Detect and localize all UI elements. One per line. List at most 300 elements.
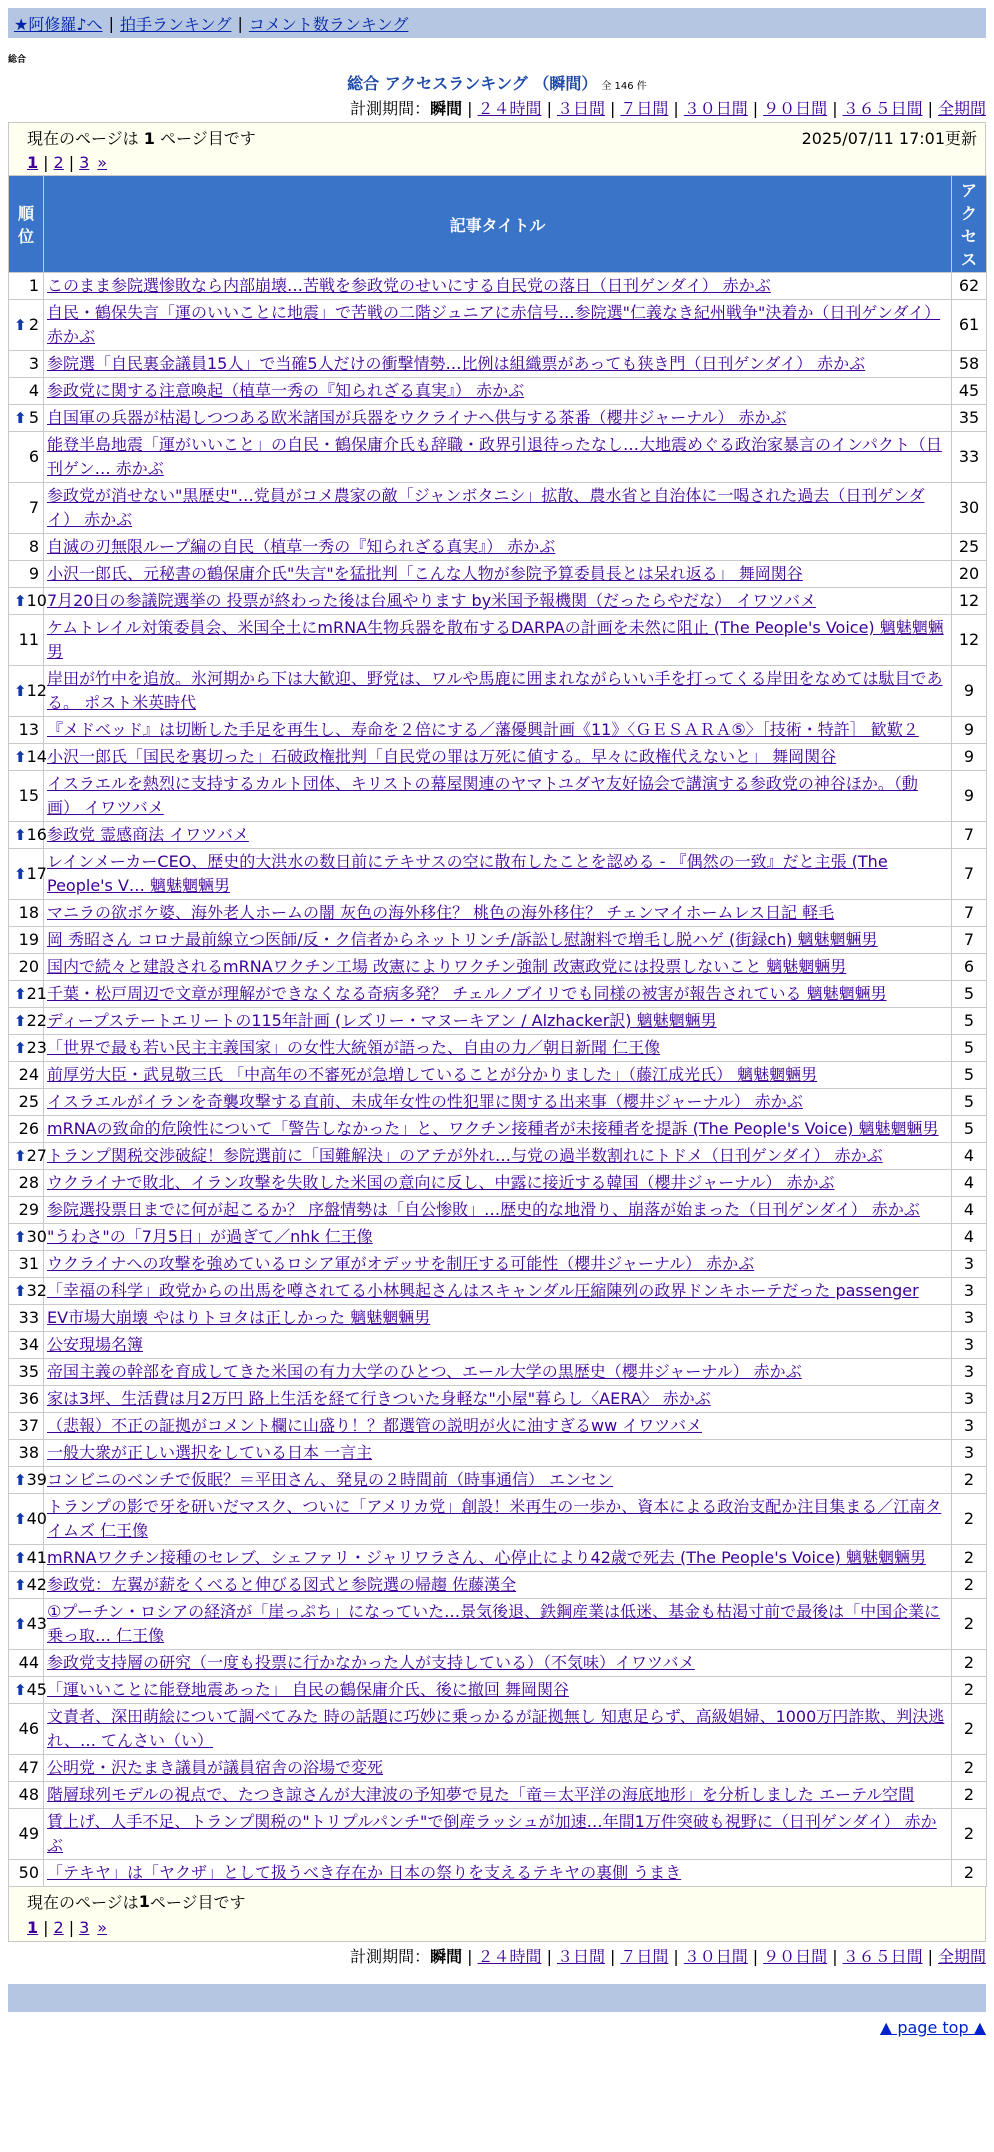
title-cell [44, 1860, 952, 1887]
rank-cell [9, 900, 44, 927]
article-title-link[interactable]: イスラエルを熱烈に支持するカルト団体、キリストの幕屋関連のヤマトユダヤ友好協会で講演する参政党の神谷ほか。（動画） イワツバメ [47, 774, 918, 817]
title-cell [44, 1809, 952, 1860]
table-row [9, 1677, 987, 1704]
table-row [9, 1035, 987, 1062]
access-count: 5 [952, 1008, 987, 1035]
table-row [9, 954, 987, 981]
access-count: 2 [952, 1809, 987, 1860]
rank-cell [9, 1809, 44, 1860]
rank-number: 46 [18, 1719, 39, 1738]
article-title-link[interactable]: （悲報）不正の証拠がコメント欄に山盛り！？都選管の説明が火に油すぎるww イワツバメ [47, 1416, 702, 1435]
table-row [9, 1809, 987, 1860]
access-count: 3 [952, 1251, 987, 1278]
access-count: 5 [952, 981, 987, 1008]
table-row [9, 666, 987, 717]
rank-number: 15 [18, 786, 39, 805]
col-access-header: アクセス [952, 176, 987, 273]
rank-cell [9, 300, 44, 351]
period-selector-bottom [8, 1946, 986, 1968]
article-title-link[interactable]: 「世界で最も若い民主主義国家」の女性大統領が語った、自由の力／朝日新聞 仁王像 [47, 1038, 661, 1057]
table-row [9, 1359, 987, 1386]
period-label: 計測期間： [350, 1947, 431, 1966]
rank-cell [9, 1251, 44, 1278]
period-link[interactable]: ７日間 [620, 1947, 669, 1966]
article-title-link[interactable]: 一般大衆が正しい選択をしている日本 一言主 [47, 1443, 373, 1462]
rank-number: 39 [26, 1470, 47, 1489]
rank-cell [9, 561, 44, 588]
table-row [9, 405, 987, 432]
article-title-link[interactable]: 参院選「自民裏金議員15人」で当確5人だけの衝撃情勢…比例は組織票があっても狭き門（日刊ゲンダイ） 赤かぶ [47, 354, 866, 373]
period-link[interactable]: ９０日間 [763, 99, 828, 118]
up-arrow-icon: ⬆ [14, 1228, 27, 1246]
table-row [9, 1170, 987, 1197]
period-link[interactable]: ３０日間 [683, 1947, 748, 1966]
next-page-link[interactable]: » [97, 1917, 108, 1937]
table-row [9, 717, 987, 744]
up-arrow-icon: ⬆ [14, 1681, 27, 1699]
rank-cell [9, 1170, 44, 1197]
title-cell [44, 1572, 952, 1599]
rank-number: 29 [18, 1200, 39, 1219]
table-row [9, 1116, 987, 1143]
up-arrow-icon: ⬆ [14, 409, 27, 427]
rank-cell [9, 954, 44, 981]
rank-number: 2 [28, 315, 39, 334]
title-cell [44, 954, 952, 981]
table-row [9, 1143, 987, 1170]
access-count: 4 [952, 1197, 987, 1224]
table-row [9, 1278, 987, 1305]
table-row [9, 432, 987, 483]
article-title-link[interactable]: 家は3坪、生活費は月2万円 路上生活を経て行きついた身軽な"小屋"暮らし〈AERA〉 赤かぶ [47, 1389, 711, 1408]
article-title-link[interactable]: ウクライナへの攻撃を強めているロシア軍がオデッサを制圧する可能性（櫻井ジャーナル） 赤かぶ [47, 1254, 755, 1273]
title-cell [44, 849, 952, 900]
access-count: 20 [952, 561, 987, 588]
title-cell [44, 1599, 952, 1650]
table-row [9, 1008, 987, 1035]
table-row [9, 1413, 987, 1440]
page-link[interactable]: 3 [79, 1917, 90, 1937]
rank-number: 33 [18, 1308, 39, 1327]
article-title-link[interactable]: 『メドベッド』は切断した手足を再生し、寿命を２倍にする／藩優興計画《11》〈ＧＥＳＡＲＡ⑤〉［技術・特許］ 歓歎２ [47, 720, 919, 739]
title-cell [44, 1494, 952, 1545]
article-title-link[interactable]: 参政党：左翼が薪をくべると伸びる図式と参院選の帰趨 佐藤漢全 [47, 1575, 517, 1594]
table-row [9, 1224, 987, 1251]
article-title-link[interactable]: 参政党が消せない"黒歴史"…党員がコメ農家の敵「ジャンボタニシ」拡散、農水省と自治体に一喝された過去（日刊ゲンダイ） 赤かぶ [47, 486, 925, 529]
title-cell [44, 1359, 952, 1386]
article-title-link[interactable]: 岸田が竹中を追放。氷河期から下は大歓迎、野党は、ワルや馬鹿に囲まれながらいい手を打ってくる岸田をなめては駄目である。 ポスト米英時代 [47, 669, 943, 712]
title-cell [44, 483, 952, 534]
rank-cell [9, 1704, 44, 1755]
period-link[interactable]: ３６５日間 [842, 99, 923, 118]
article-title-link[interactable]: 公安現場名簿 [47, 1335, 144, 1354]
article-title-link[interactable]: 小沢一郎氏、元秘書の鶴保庸介氏"失言"を猛批判「こんな人物が参院予算委員長とは呆れ返る」 舞岡関谷 [47, 564, 803, 583]
title-cell [44, 981, 952, 1008]
pager-top [8, 122, 986, 175]
article-title-link[interactable]: EV市場大崩壊 やはりトヨタは正しかった 魑魅魍魎男 [47, 1308, 431, 1327]
rank-cell [9, 1332, 44, 1359]
table-row [9, 1545, 987, 1572]
period-separator: | [609, 99, 616, 118]
pager-links-bottom [27, 1913, 977, 1941]
article-title-link[interactable]: 参院選投票日までに何が起こるか？ 序盤情勢は「自公惨敗」…歴史的な地滑り、崩落が始まった（日刊ゲンダイ） 赤かぶ [47, 1200, 920, 1219]
current-page-number: 1 [143, 128, 155, 148]
article-title-link[interactable]: 国内で続々と建設されるmRNAワクチン工場 改憲によりワクチン強制 改憲政党には投票しないこと 魑魅魍魎男 [47, 957, 847, 976]
period-link[interactable]: ３日間 [556, 1947, 605, 1966]
article-title-link[interactable]: ディープステートエリートの115年計画 (レズリー・マヌーキアン / Alzhacker訳) 魑魅魍魎男 [47, 1011, 717, 1030]
access-count: 3 [952, 1278, 987, 1305]
page-link[interactable]: 2 [53, 152, 64, 172]
rank-number: 20 [18, 957, 39, 976]
article-title-link[interactable]: トランプの影で牙を研いだマスク、ついに「アメリカ党」創設！米再生の一歩か、資本による政治支配か注目集まる／江南タイムズ 仁王像 [47, 1497, 942, 1540]
rank-number: 26 [18, 1119, 39, 1138]
page-link[interactable]: 3 [79, 152, 90, 172]
period-link[interactable]: ３日間 [556, 99, 605, 118]
article-title-link[interactable]: ①プーチン・ロシアの経済が「崖っぷち」になっていた…景気後退、鉄鋼産業は低迷、基金も枯渇寸前で最後は「中国企業に乗っ取… 仁王像 [47, 1602, 941, 1645]
article-title-link[interactable]: "うわさ"の「7月5日」が過ぎて／nhk 仁王像 [47, 1227, 373, 1246]
access-count: 2 [952, 1572, 987, 1599]
access-count: 7 [952, 900, 987, 927]
article-title-link[interactable]: トランプ関税交渉破綻！参院選前に「国難解決」のアテが外れ…与党の過半数割れにトドメ（日刊ゲンダイ） 赤かぶ [47, 1146, 883, 1165]
rank-cell [9, 1116, 44, 1143]
period-link[interactable]: 全期間 [937, 99, 986, 118]
up-arrow-icon: ⬆ [14, 1039, 27, 1057]
table-row [9, 1440, 987, 1467]
nav-separator: | [108, 13, 114, 33]
article-title-link[interactable]: 参政党 霊感商法 イワツバメ [47, 825, 249, 844]
access-count: 3 [952, 1359, 987, 1386]
rank-number: 4 [28, 381, 39, 400]
article-title-link[interactable]: 「テキヤ」は「ヤクザ」として扱うべき存在か 日本の祭りを支えるテキヤの裏側 うまき [47, 1863, 682, 1882]
up-arrow-icon: ⬆ [14, 1549, 27, 1567]
article-title-link[interactable]: 自国軍の兵器が枯渇しつつある欧米諸国が兵器をウクライナへ供与する茶番（櫻井ジャーナル） 赤かぶ [47, 408, 787, 427]
rank-cell [9, 588, 47, 615]
access-count: 7 [952, 927, 987, 954]
article-title-link[interactable]: 賃上げ、人手不足、トランプ関税の"トリプルパンチ"で倒産ラッシュが加速…年間1万件突破も視野に（日刊ゲンダイ） 赤かぶ [47, 1812, 937, 1855]
article-title-link[interactable]: 参政党に関する注意喚起（植草一秀の『知られざる真実』） 赤かぶ [47, 381, 525, 400]
access-count: 30 [952, 483, 987, 534]
page-top-container [8, 2018, 986, 2037]
rank-cell [9, 1386, 44, 1413]
title-cell [44, 744, 952, 771]
period-current: 瞬間 [430, 1947, 463, 1966]
access-count: 9 [952, 771, 987, 822]
table-row [9, 1062, 987, 1089]
access-count: 2 [952, 1650, 987, 1677]
up-arrow-icon: ⬆ [14, 985, 27, 1003]
article-title-link[interactable]: ウクライナで敗北、イラン攻撃を失敗した米国の意向に反し、中露に接近する韓国（櫻井ジャーナル） 赤かぶ [47, 1173, 835, 1192]
title-cell [44, 1677, 952, 1704]
rank-number: 17 [26, 864, 47, 883]
access-count: 4 [952, 1170, 987, 1197]
rank-cell [9, 1278, 47, 1305]
article-title-link[interactable]: コンビニのベンチで仮眠？＝平田さん、発見の２時間前（時事通信） エンセン [47, 1470, 614, 1489]
access-count: 2 [952, 1677, 987, 1704]
section-label: 総合 [8, 55, 27, 65]
article-title-link[interactable]: 参政党支持層の研究（一度も投票に行かなかった人が支持している）（不気味）イワツバメ [47, 1653, 695, 1672]
title-cell [44, 534, 952, 561]
article-title-link[interactable]: マニラの欲ボケ婆、海外老人ホームの闇 灰色の海外移住？ 桃色の海外移住？ チェンマイホームレス日記 軽毛 [47, 903, 835, 922]
rank-cell [9, 1572, 47, 1599]
rank-number: 48 [18, 1785, 39, 1804]
period-separator: | [467, 99, 473, 118]
rank-number: 19 [18, 930, 39, 949]
period-link[interactable]: ３６５日間 [842, 1947, 923, 1966]
period-selector-top [8, 98, 986, 120]
article-title-link[interactable]: イスラエルがイランを奇襲攻撃する直前、未成年女性の性犯罪に関する出来事（櫻井ジャーナル） 赤かぶ [47, 1092, 803, 1111]
page-link-current[interactable]: 1 [27, 1917, 39, 1937]
period-link[interactable]: ９０日間 [763, 1947, 828, 1966]
period-link[interactable]: ７日間 [620, 99, 669, 118]
period-link[interactable]: 全期間 [937, 1947, 986, 1966]
table-row [9, 273, 987, 300]
rank-cell [9, 1677, 47, 1704]
access-count: 2 [952, 1755, 987, 1782]
rank-cell [9, 1062, 44, 1089]
article-title-link[interactable]: 階層球列モデルの視点で、たつき諒さんが大津波の予知夢で見た「竜＝太平洋の海底地形」を分析しました エーテル空間 [47, 1785, 915, 1804]
home-link[interactable]: ★阿修羅♪へ [14, 14, 103, 34]
article-title-link[interactable]: 岡 秀昭さん コロナ最前線立つ医師/反・ク信者からネットリンチ/訴訟し慰謝料で増毛し脱ハゲ (街録ch) 魑魅魍魎男 [47, 930, 878, 949]
title-cell [44, 1782, 952, 1809]
table-row [9, 1467, 987, 1494]
rank-cell [9, 1197, 44, 1224]
page-top-link[interactable]: ▲ page top ▲ [879, 2018, 986, 2037]
access-count: 58 [952, 351, 987, 378]
period-separator: | [467, 1947, 473, 1966]
title-cell [44, 1143, 952, 1170]
rank-cell [9, 378, 44, 405]
article-title-link[interactable]: 文責者、深田萌絵について調べてみた 時の話題に巧妙に乗っかるが証拠無し 知恵足らず、高級娼婦、1000万円詐欺、判決逃れ、… てんさい（い） [47, 1707, 945, 1750]
current-page-text-bottom: 現在のページは 1 ページ目です [27, 1891, 246, 1912]
rank-number: 41 [26, 1548, 47, 1567]
pager-separator: | [43, 1917, 49, 1937]
rank-number: 27 [26, 1146, 47, 1165]
rank-cell [9, 744, 47, 771]
rank-number: 18 [18, 903, 39, 922]
page-link[interactable]: 2 [53, 1917, 64, 1937]
rank-number: 24 [18, 1065, 39, 1084]
title-cell [44, 1704, 952, 1755]
access-count: 4 [952, 1224, 987, 1251]
ranking-table [8, 175, 987, 1887]
access-count: 2 [952, 1545, 987, 1572]
title-cell [44, 1650, 952, 1677]
rank-number: 3 [28, 354, 39, 373]
rank-cell [9, 1143, 47, 1170]
up-arrow-icon: ⬆ [14, 682, 27, 700]
article-title-link[interactable]: 小沢一郎氏「国民を裏切った」石破政権批判「自民党の罪は万死に値する。早々に政権代えないと」 舞岡関谷 [47, 747, 837, 766]
rank-cell [9, 351, 44, 378]
rank-number: 42 [26, 1575, 47, 1594]
rank-cell [9, 1305, 44, 1332]
rank-number: 6 [28, 447, 39, 466]
table-header-row [9, 176, 987, 273]
rank-number: 8 [28, 537, 39, 556]
article-title-link[interactable]: 能登半島地震「運がいいこと」の自民・鶴保庸介氏も辞職・政界引退待ったなし…大地震めぐる政治家暴言のインパクト（日刊ゲン… 赤かぶ [47, 435, 942, 478]
rank-cell [9, 927, 44, 954]
rank-number: 21 [26, 984, 47, 1003]
rank-cell [9, 771, 44, 822]
period-current: 瞬間 [430, 99, 463, 118]
table-row [9, 588, 987, 615]
rank-cell [9, 432, 44, 483]
article-title-link[interactable]: 公明党・沢たまき議員が議員宿舎の浴場で変死 [47, 1758, 384, 1777]
access-count: 35 [952, 405, 987, 432]
article-title-link[interactable]: 「幸福の科学」政党からの出馬を噂されてる小林興起さんはスキャンダル圧縮陳列の政界ドンキホーテだった passenger [47, 1281, 919, 1300]
rank-cell [9, 1224, 47, 1251]
col-rank-header: 順位 [9, 176, 44, 273]
title-cell [44, 666, 952, 717]
table-row [9, 771, 987, 822]
rank-number: 16 [26, 825, 47, 844]
table-row [9, 300, 987, 351]
table-row [9, 351, 987, 378]
rank-number: 5 [28, 408, 39, 427]
period-link[interactable]: ２４時間 [477, 1947, 542, 1966]
title-cell [44, 1413, 952, 1440]
pager-bottom [8, 1887, 986, 1942]
table-row [9, 561, 987, 588]
table-row [9, 1332, 987, 1359]
table-row [9, 1305, 987, 1332]
rank-number: 40 [26, 1509, 47, 1528]
pager-separator: | [68, 1917, 75, 1937]
rank-number: 30 [26, 1227, 47, 1246]
table-row [9, 1782, 987, 1809]
article-title-link[interactable]: 7月20日の参議院選挙の 投票が終わった後は台風やります by米国予報機関（だったらやだな） イワツバメ [47, 591, 816, 610]
up-arrow-icon: ⬆ [14, 1147, 27, 1165]
rank-number: 45 [26, 1680, 47, 1699]
table-row [9, 615, 987, 666]
table-row [9, 1089, 987, 1116]
rank-number: 25 [18, 1092, 39, 1111]
access-count: 61 [952, 300, 987, 351]
page-link-current[interactable]: 1 [27, 152, 39, 172]
period-separator: | [752, 99, 759, 118]
rank-cell [9, 849, 47, 900]
updated-timestamp: 2025/07/11 17:01更新 [801, 128, 977, 148]
access-count: 3 [952, 1413, 987, 1440]
access-count: 5 [952, 1062, 987, 1089]
access-count: 5 [952, 1035, 987, 1062]
top-nav-bar [8, 8, 986, 38]
rank-cell [9, 1035, 47, 1062]
title-cell [44, 1062, 952, 1089]
rank-cell [9, 1494, 47, 1545]
article-title-link[interactable]: mRNAワクチン接種のセレブ、シェファリ・ジャリワラさん、心停止により42歳で死去 (The People's Voice) 魑魅魍魎男 [47, 1548, 926, 1567]
period-separator: | [752, 1947, 759, 1966]
article-title-link[interactable]: このまま参院選惨敗なら内部崩壊…苦戦を参政党のせいにする自民党の落日（日刊ゲンダイ） 赤かぶ [47, 276, 771, 295]
table-row [9, 1860, 987, 1887]
article-title-link[interactable]: 前厚労大臣・武見敬三氏 「中高年の不審死が急増していることが分かりました」（藤江成光氏） 魑魅魍魎男 [47, 1065, 818, 1084]
title-cell [44, 900, 952, 927]
table-row [9, 483, 987, 534]
up-arrow-icon: ⬆ [14, 865, 27, 883]
title-cell [44, 588, 952, 615]
rank-cell [9, 1359, 44, 1386]
up-arrow-icon: ⬆ [14, 1471, 27, 1489]
access-count: 12 [952, 588, 987, 615]
access-count: 3 [952, 1305, 987, 1332]
article-title-link[interactable]: ケムトレイル対策委員会、米国全土にmRNA生物兵器を散布するDARPAの計画を未然に阻止 (The People's Voice) 魑魅魍魎男 [47, 618, 944, 661]
rank-cell [9, 1599, 47, 1650]
title-cell [44, 822, 952, 849]
title-cell [44, 1170, 952, 1197]
rank-number: 22 [26, 1011, 47, 1030]
rank-number: 31 [18, 1254, 39, 1273]
title-cell [44, 615, 952, 666]
rank-number: 49 [18, 1824, 39, 1843]
clap-ranking-link[interactable]: 拍手ランキング [119, 14, 232, 34]
rank-cell [9, 1545, 47, 1572]
rank-cell [9, 1467, 47, 1494]
up-arrow-icon: ⬆ [14, 1615, 27, 1633]
title-cell [44, 1305, 952, 1332]
title-cell [44, 771, 952, 822]
table-row [9, 1650, 987, 1677]
rank-cell [9, 1440, 44, 1467]
access-count: 2 [952, 1494, 987, 1545]
title-cell [44, 273, 952, 300]
title-cell [44, 1116, 952, 1143]
article-title-link[interactable]: 千葉・松戸周辺で文章が理解ができなくなる奇病多発？ チェルノブイリでも同様の被害が報告されている 魑魅魍魎男 [47, 984, 887, 1003]
access-count: 3 [952, 1332, 987, 1359]
title-cell [44, 1545, 952, 1572]
rank-number: 14 [26, 747, 47, 766]
title-cell [44, 300, 952, 351]
period-label: 計測期間： [350, 99, 431, 118]
access-count: 4 [952, 1143, 987, 1170]
article-title-link[interactable]: レインメーカーCEO、歴史的大洪水の数日前にテキサスの空に散布したことを認める - 『偶然の一致』だと主張 (The People's V… 魑魅魍魎男 [47, 852, 888, 895]
rank-number: 38 [18, 1443, 39, 1462]
title-cell [44, 405, 952, 432]
rank-cell [9, 1413, 44, 1440]
table-row [9, 378, 987, 405]
title-cell [44, 717, 952, 744]
rank-number: 13 [18, 720, 39, 739]
period-separator: | [609, 1947, 616, 1966]
title-cell [44, 1251, 952, 1278]
table-row [9, 981, 987, 1008]
title-cell [44, 1386, 952, 1413]
access-count: 33 [952, 432, 987, 483]
next-page-link[interactable]: » [97, 152, 108, 172]
article-title-link[interactable]: 「運いいことに能登地震あった」 自民の鶴保庸介氏、後に撤回 舞岡関谷 [47, 1680, 570, 1699]
article-title-link[interactable]: 帝国主義の幹部を育成してきた米国の有力大学のひとつ、エール大学の黒歴史（櫻井ジャーナル） 赤かぶ [47, 1362, 802, 1381]
title-cell [44, 378, 952, 405]
article-title-link[interactable]: 自民・鶴保失言「運のいいことに地震」で苦戦の二階ジュニアに赤信号…参院選"仁義なき紀州戦争"決着か（日刊ゲンダイ） 赤かぶ [47, 303, 941, 346]
rank-number: 7 [28, 498, 39, 517]
comment-ranking-link[interactable]: コメント数ランキング [248, 14, 409, 34]
rank-number: 11 [18, 630, 39, 649]
table-row [9, 1494, 987, 1545]
table-row [9, 744, 987, 771]
access-count: 2 [952, 1599, 987, 1650]
access-count: 6 [952, 954, 987, 981]
article-title-link[interactable]: mRNAの致命的危険性について「警告しなかった」と、ワクチン接種者が未接種者を提訴 (The People's Voice) 魑魅魍魎男 [47, 1119, 939, 1138]
period-link[interactable]: ３０日間 [683, 99, 748, 118]
rank-cell [9, 1860, 44, 1887]
rank-number: 44 [18, 1653, 39, 1672]
period-link[interactable]: ２４時間 [477, 99, 542, 118]
rank-cell [9, 1755, 44, 1782]
table-row [9, 1599, 987, 1650]
rank-cell [9, 273, 44, 300]
table-row [9, 900, 987, 927]
title-cell [44, 927, 952, 954]
article-title-link[interactable]: 自滅の刃無限ループ編の自民（植草一秀の『知られざる真実』） 赤かぶ [47, 537, 556, 556]
up-arrow-icon: ⬆ [14, 1576, 27, 1594]
